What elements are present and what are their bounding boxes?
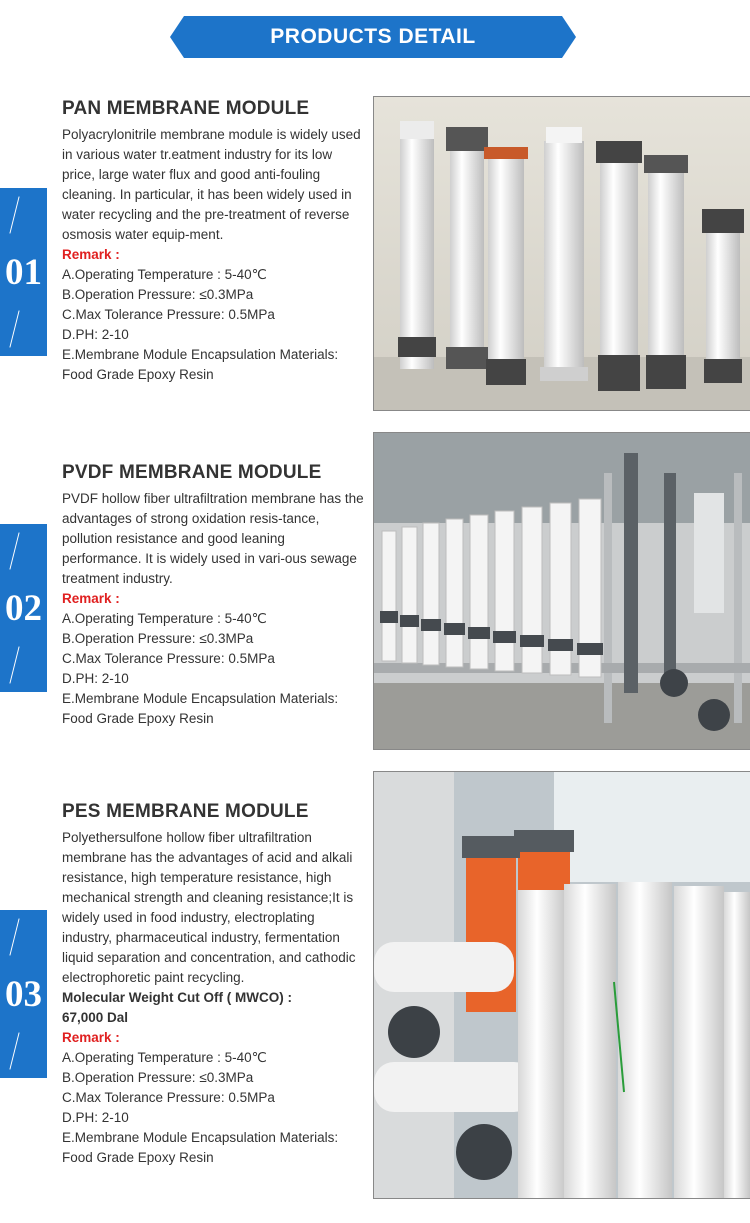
spec-encapsulation-material: Food Grade Epoxy Resin (62, 367, 214, 382)
spec-pressure: B.Operation Pressure: ≤0.3MPa (62, 631, 254, 646)
spec-encapsulation-material: Food Grade Epoxy Resin (62, 1150, 214, 1165)
section-title: PVDF MEMBRANE MODULE (62, 462, 322, 483)
banner-title: PRODUCTS DETAIL (270, 25, 476, 48)
spec-max-pressure: C.Max Tolerance Pressure: 0.5MPa (62, 1090, 275, 1105)
spec-max-pressure: C.Max Tolerance Pressure: 0.5MPa (62, 651, 275, 666)
spec-encapsulation-material: Food Grade Epoxy Resin (62, 711, 214, 726)
spec-encapsulation: E.Membrane Module Encapsulation Materials: (62, 347, 339, 362)
pan-module-photo (373, 96, 750, 411)
pes-module-photo (373, 771, 750, 1199)
spec-encapsulation: E.Membrane Module Encapsulation Materials: (62, 1130, 339, 1145)
products-detail-banner (184, 16, 562, 58)
section-number: 02 (5, 588, 42, 629)
spec-ph: D.PH: 2-10 (62, 1110, 129, 1125)
spec-pressure: B.Operation Pressure: ≤0.3MPa (62, 1070, 254, 1085)
mwco-value: 67,000 Dal (62, 1010, 129, 1025)
spec-encapsulation: E.Membrane Module Encapsulation Materials: (62, 691, 339, 706)
section-number-badge-02 (0, 524, 47, 692)
spec-ph: D.PH: 2-10 (62, 327, 129, 342)
spec-temperature: A.Operating Temperature : 5-40℃ (62, 611, 267, 626)
section-pan (62, 98, 367, 385)
spec-ph: D.PH: 2-10 (62, 671, 129, 686)
section-description: PVDF hollow fiber ultrafiltration membrane has the advantages of strong oxidation resis-tance, pollution resistance and good leaning performance. It is widely used in vari-ous sewage treatment industry. (62, 491, 364, 586)
spec-pressure: B.Operation Pressure: ≤0.3MPa (62, 287, 254, 302)
section-number-badge-01 (0, 188, 47, 356)
remark-label: Remark : (62, 247, 120, 262)
spec-max-pressure: C.Max Tolerance Pressure: 0.5MPa (62, 307, 275, 322)
remark-label: Remark : (62, 1030, 120, 1045)
section-number-badge-03 (0, 910, 47, 1078)
section-description: Polyacrylonitrile membrane module is widely used in various water tr.eatment industry for its low price, large water flux and good anti-fouling cleaning. In particular, it has been widely used in water recycling and the pre-treatment of reverse osmosis water equip-ment. (62, 127, 361, 242)
remark-label: Remark : (62, 591, 120, 606)
spec-temperature: A.Operating Temperature : 5-40℃ (62, 267, 267, 282)
spec-temperature: A.Operating Temperature : 5-40℃ (62, 1050, 267, 1065)
section-pes (62, 801, 367, 1168)
section-pvdf (62, 462, 367, 729)
mwco-label: Molecular Weight Cut Off ( MWCO) : (62, 990, 292, 1005)
pvdf-system-photo (373, 432, 750, 750)
section-title: PAN MEMBRANE MODULE (62, 98, 310, 119)
section-description: Polyethersulfone hollow fiber ultrafiltration membrane has the advantages of acid and alkali resistance, high temperature resistance, high mechanical strength and cleaning resistance;It is widely used in food industry, electroplating industry, pharmaceutical industry, fermentation liquid separation and concentration, and cathodic electrophoretic paint recycling. (62, 830, 356, 985)
section-number: 01 (5, 252, 42, 293)
section-title: PES MEMBRANE MODULE (62, 801, 309, 822)
section-number: 03 (5, 974, 42, 1015)
